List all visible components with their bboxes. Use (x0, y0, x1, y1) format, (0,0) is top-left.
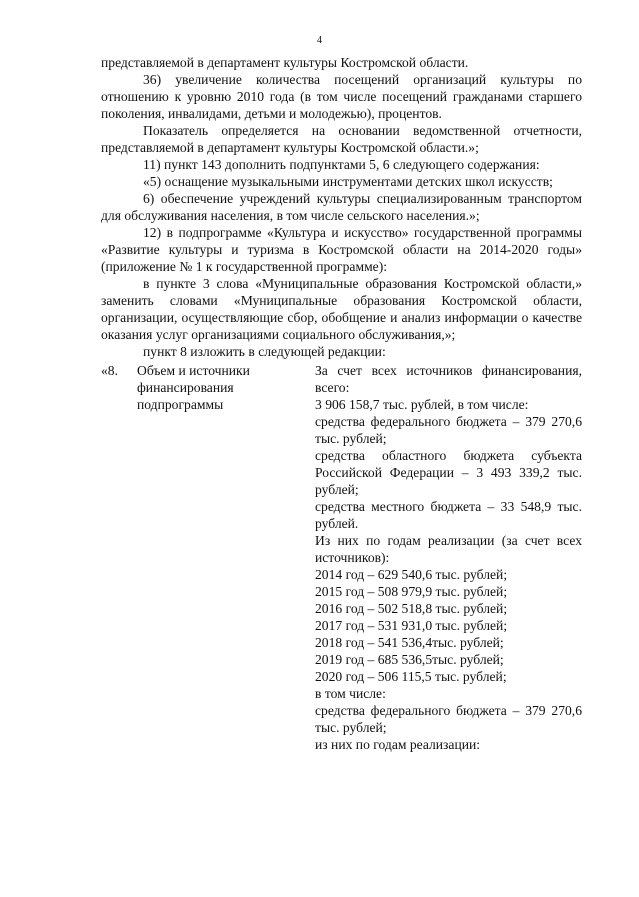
paragraph: в пункте 3 слова «Муниципальные образования Костромской области,» заменить словами «Муниципальные образования Костромской области, организации, осуществляющие сбор, обобщение и анализ информации о качестве оказания услуг организациями социального обслуживания,»; (101, 276, 582, 342)
value-line: 3 906 158,7 тыс. рублей, в том числе: (315, 397, 529, 412)
page-number: 4 (317, 35, 322, 46)
paragraph: 11) пункт 143 дополнить подпунктами 5, 6 следующего содержания: (143, 157, 540, 172)
paragraph: 36) увеличение количества посещений организаций культуры по отношению к уровню 2010 года (в том числе посещений гражданами старшего поколения, инвалидами, детьми и молодежью), процентов. (101, 72, 582, 121)
value-line: За счет всех источников финансирования, всего: (315, 363, 582, 395)
paragraph: пункт 8 изложить в следующей редакции: (143, 344, 386, 359)
paragraph: 6) обеспечение учреждений культуры специализированным транспортом для обслуживания населения, в том числе сельского населения.»; (101, 191, 582, 223)
paragraph: Показатель определяется на основании ведомственной отчетности, представляемой в департамент культуры Костромской области.»; (101, 123, 582, 155)
value-line: в том числе: (315, 686, 386, 701)
row-number: «8. (101, 363, 118, 378)
value-line: средства местного бюджета – 33 548,9 тыс. рублей. (315, 499, 582, 531)
financing-table (101, 362, 582, 753)
value-line: 2018 год – 541 536,4тыс. рублей; (315, 635, 504, 650)
row-value (315, 362, 582, 753)
table-row (101, 362, 582, 753)
value-line: 2015 год – 508 979,9 тыс. рублей; (315, 584, 508, 599)
value-line: средства федерального бюджета – 379 270,6 тыс. рублей; (315, 703, 582, 735)
paragraph: представляемой в департамент культуры Костромской области. (101, 55, 469, 70)
value-line: 2017 год – 531 931,0 тыс. рублей; (315, 618, 508, 633)
document-body (101, 54, 582, 753)
value-line: из них по годам реализации: (315, 737, 481, 752)
value-line: 2016 год – 502 518,8 тыс. рублей; (315, 601, 508, 616)
paragraph: 12) в подпрограмме «Культура и искусство» государственной программы «Развитие культуры и туризма в Костромской области на 2014-2020 годы» (приложение № 1 к государственной программе): (101, 225, 582, 274)
row-label: Объем и источники финансирования подпрограммы (137, 363, 250, 412)
value-line: Из них по годам реализации (за счет всех источников): (315, 533, 582, 565)
value-line: 2014 год – 629 540,6 тыс. рублей; (315, 567, 508, 582)
paragraph: «5) оснащение музыкальными инструментами детских школ искусств; (143, 174, 553, 189)
value-line: 2019 год – 685 536,5тыс. рублей; (315, 652, 504, 667)
value-line: средства областного бюджета субъекта Российской Федерации – 3 493 339,2 тыс. рублей; (315, 448, 582, 497)
value-line: средства федерального бюджета – 379 270,6 тыс. рублей; (315, 414, 582, 446)
value-line: 2020 год – 506 115,5 тыс. рублей; (315, 669, 507, 684)
